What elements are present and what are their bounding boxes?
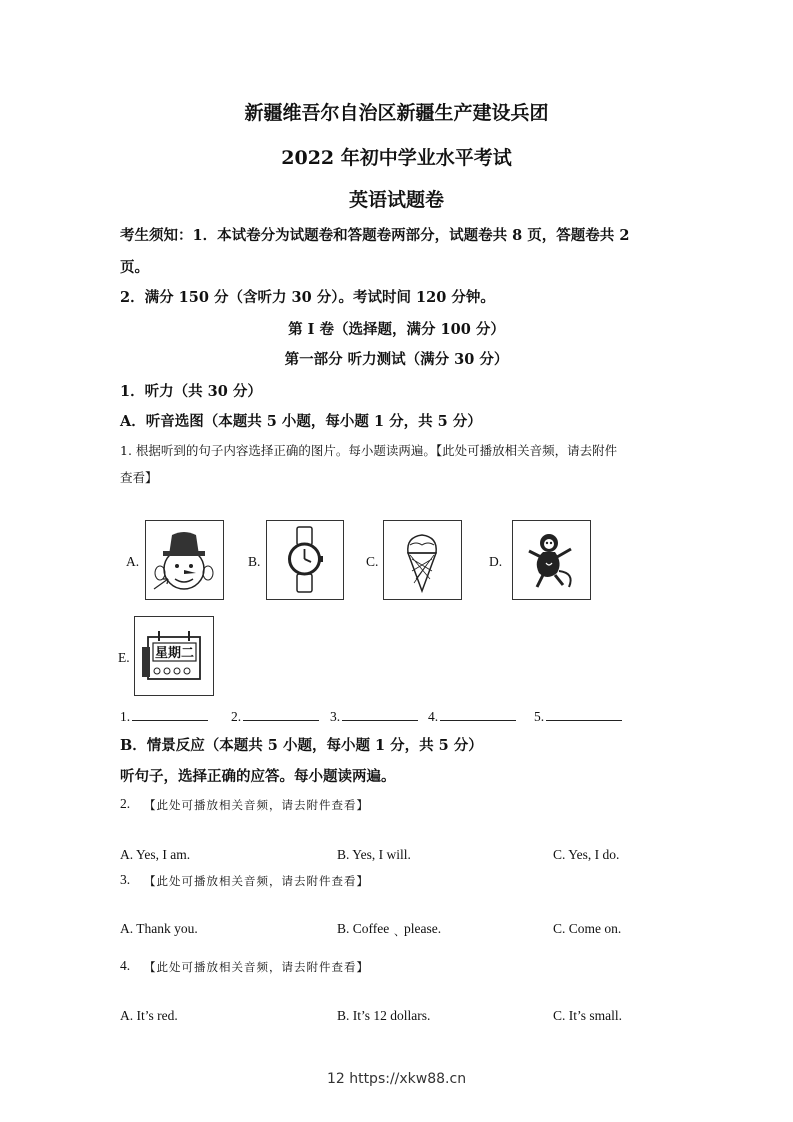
option-b-continued: please. [404,921,442,936]
calendar-weekday-text: 星期二 [154,646,195,661]
audio-note: 【此处可播放相关音频，请去附件查看】 [144,960,369,974]
notice-line-1: 考生须知：1．本试卷分为试题卷和答题卷两部分，试题卷共 8 页，答题卷共 2 [120,227,630,244]
picture-label-d: D. [489,554,503,569]
notice-line-1b: 页。 [120,259,149,276]
exam-title-region: 新疆维吾尔自治区新疆生产建设兵团 [244,102,549,124]
page-footer: 12 https://xkw88.cn [326,1071,467,1087]
option-a: A. Thank you. [120,921,198,936]
audio-note: 【此处可播放相关音频，请去附件查看】 [144,798,369,812]
picture-label-a: A. [126,554,140,569]
blank-line[interactable] [546,708,622,721]
blank-number: 3. [330,709,341,724]
calendar-icon [134,616,214,696]
exam-title-subject: 英语试题卷 [348,189,444,211]
option-b: B. It’s 12 dollars. [337,1008,431,1023]
picture-label-c: C. [366,554,379,569]
monkey-icon [512,520,591,600]
answer-blank-1[interactable] [120,708,208,725]
section-a-instruction: 1. 根据听到的句子内容选择正确的图片。每小题读两遍。【此处可播放相关音频，请去附件 [120,443,618,458]
picture-label-e: E. [118,650,130,665]
blank-number: 1. [120,709,131,724]
ice-cream-icon [383,520,462,600]
option-c: C. It’s small. [553,1008,623,1023]
notice-line-2: 2．满分 150 分（含听力 30 分）。考试时间 120 分钟。 [120,289,495,306]
part-heading: 第一部分 听力测试（满分 30 分） [284,351,509,368]
question-number: 2. [120,796,131,811]
question-number: 4. [120,958,131,973]
option-b-comma-mark: 、 [394,926,405,938]
blank-number: 5. [534,709,545,724]
blank-line[interactable] [132,708,208,721]
answer-blank-3[interactable] [330,708,418,725]
blank-number: 4. [428,709,439,724]
blank-line[interactable] [342,708,418,721]
wristwatch-icon [266,520,344,600]
section-a-instruction-cont: 查看】 [120,470,158,485]
section-1-heading: 1．听力（共 30 分） [120,383,262,400]
picture-label-b: B. [248,554,261,569]
option-a: A. Yes, I am. [120,847,191,862]
option-c: C. Yes, I do. [553,847,620,862]
option-a: A. It’s red. [120,1008,178,1023]
audio-note: 【此处可播放相关音频，请去附件查看】 [144,874,369,888]
snowman-icon [145,520,224,600]
answer-blank-4[interactable] [428,708,516,725]
option-c: C. Come on. [553,921,622,936]
blank-number: 2. [231,709,242,724]
blank-line[interactable] [440,708,516,721]
blank-line[interactable] [243,708,319,721]
exam-title-year: 2022 年初中学业水平考试 [281,147,512,169]
section-b-heading: B．情景反应（本题共 5 小题，每小题 1 分，共 5 分） [120,737,483,754]
option-b: B. Coffee [337,921,390,936]
section-a-heading: A．听音选图（本题共 5 小题，每小题 1 分，共 5 分） [120,413,482,430]
answer-blank-5[interactable] [534,708,622,725]
volume-heading: 第 I 卷（选择题，满分 100 分） [288,321,505,338]
option-b: B. Yes, I will. [337,847,411,862]
section-b-instruction: 听句子，选择正确的应答。每小题读两遍。 [120,768,396,785]
answer-blank-2[interactable] [231,708,319,725]
question-number: 3. [120,872,131,887]
